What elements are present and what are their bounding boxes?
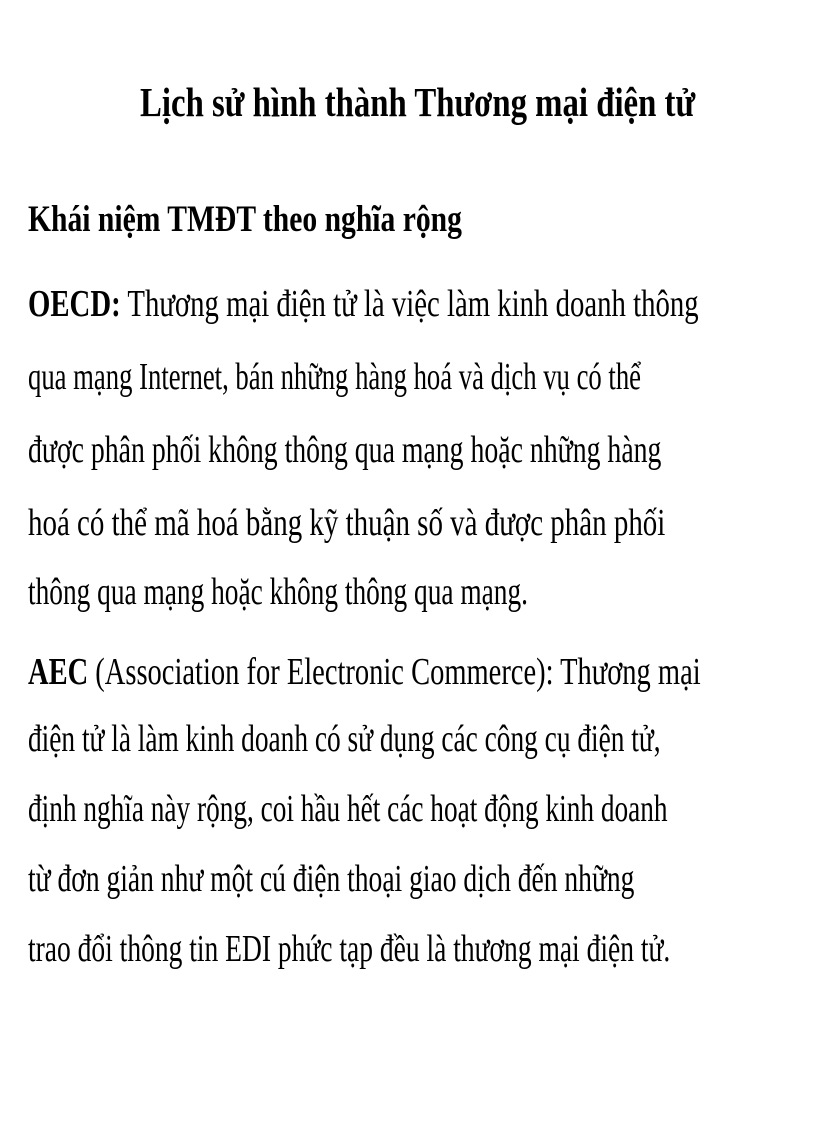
oecd-paragraph-line-3: được phân phối không thông qua mạng hoặc những hàng	[28, 429, 662, 471]
oecd-paragraph-line-4: hoá có thể mã hoá bằng kỹ thuận số và được phân phối	[28, 502, 666, 544]
oecd-paragraph-line-5: thông qua mạng hoặc không thông qua mạng.	[28, 571, 528, 613]
section-heading: Khái niệm TMĐT theo nghĩa rộng	[28, 199, 462, 240]
aec-paragraph-line-5: trao đổi thông tin EDI phức tạp đều là thương mại điện tử.	[28, 928, 671, 970]
aec-paragraph-line-4: từ đơn giản như một cú điện thoại giao dịch đến những	[28, 858, 635, 900]
oecd-text: Thương mại điện tử là việc làm kinh doanh thông	[120, 283, 699, 325]
aec-label: AEC	[28, 651, 89, 693]
aec-text: (Association for Electronic Commerce): Thương mại	[88, 651, 701, 693]
page-title: Lịch sử hình thành Thương mại điện tử	[140, 79, 696, 125]
oecd-paragraph-line-2: qua mạng Internet, bán những hàng hoá và dịch vụ có thể	[28, 356, 642, 398]
aec-paragraph-line-2: điện tử là làm kinh doanh có sử dụng các công cụ điện tử,	[28, 718, 661, 760]
oecd-label: OECD:	[28, 283, 121, 325]
aec-paragraph-line-1	[28, 646, 701, 698]
oecd-paragraph-line-1	[28, 278, 699, 330]
aec-paragraph-line-3: định nghĩa này rộng, coi hầu hết các hoạt động kinh doanh	[28, 788, 668, 830]
